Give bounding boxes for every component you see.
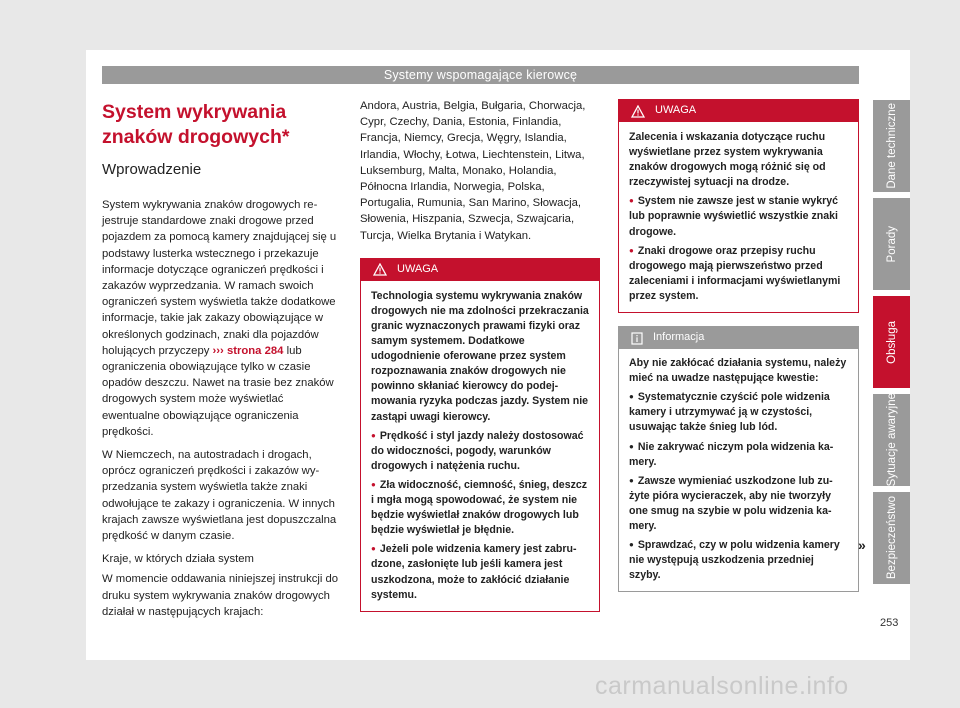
column-2 (360, 98, 600, 612)
countries-list: Andora, Austria, Belgia, Bułgaria, Chorwacja, Cypr, Czechy, Dania, Estonia, Finlandia, Francja, Niemcy, Grecja, Węgry, Islandia, Irlandia, Włochy, Łotwa, Liechtenstein, Litwa, Luksemburg, Malta, Monako, Holandia, Północna Irlandia, Norwegia, Polska, Portugalia, Rumunia, San Marino, Słowacja, Słowenia, Hiszpania, Szwecja, Szwajcaria, Turcja, Wielka Brytania i Watykan. (360, 100, 586, 242)
page-number: 253 (880, 617, 899, 629)
warning-bullet: ● Zła widoczność, ciemność, śnieg, deszcz i mgła mogą spowodować, że system nie będzie wyświetlał znaków drogowych lub będzie wyświetlał je błędnie. (371, 477, 589, 538)
tab-label: Sytuacje awaryjne (885, 393, 898, 487)
warning-bullet: ● System nie zawsze jest w stanie wykryć lub poprawnie wyświetlić wszystkie znaki drogowe. (629, 193, 848, 239)
info-intro: Aby nie zakłócać działania systemu, należy mieć na uwadze następujące kwestie: (629, 357, 847, 385)
warning-intro-2: Zalecenia i wskazania dotyczące ruchu wyświetlane przez system wykrywania znaków drogowych mogą różnić się od rzeczywistej sytuacji na drodze. (629, 131, 826, 189)
warning-triangle-icon (631, 105, 645, 118)
warning-bullet: ● Prędkość i styl jazdy należy dostosować do widoczności, pogody, warunków drogowych i natężenia ruchu. (371, 428, 589, 474)
info-header (619, 327, 858, 349)
tab-bezpieczenstwo[interactable] (873, 492, 910, 584)
column-1 (102, 100, 342, 627)
tab-label: Dane techniczne (885, 103, 898, 189)
info-bullet: ● Systematycznie czyścić pole widzenia kamery i utrzymywać ją w czystości, usuwając także śnieg lub lód. (629, 389, 848, 435)
intro-text-part1: System wykrywania znaków drogowych rejestruje standardowe znaki drogowe przed pojazdem za pomocą kamery znajdującej się u podstawy lusterka wstecznego i przekazuje informacje dotyczące ograniczeń prędkości i zakazów wyprzedzania. W ramach swoich ograniczeń system wyświetla także dodatkowe informacje, takie jak zakazy obowiązujące w określonych godzinach, znaki dla pojazdów holujących przyczepy (102, 199, 337, 357)
info-bullet: ● Nie zakrywać niczym pola widzenia kamery. (629, 439, 848, 470)
tab-sytuacje-awaryjne[interactable] (873, 394, 910, 486)
info-icon (631, 332, 643, 345)
tab-label: Obsługa (885, 320, 898, 364)
info-label: Informacja (653, 331, 705, 344)
intro-text-part2: lub ograniczenia obowiązujące tylko w czasie opadów deszczu. Nawet na trasie bez znaków drogowych system może wyświetlać ewentualne obowiązujące ograniczenia prędkości. (102, 344, 334, 438)
warning-bullet: ● Znaki drogowe oraz przepisy ruchu drogowego mają pierwszeństwo przed zaleceniami i informacjami wyświetlanymi przez system. (629, 243, 848, 304)
warning-bullet: ● Jeżeli pole widzenia kamery jest zabrudzone, zasłonięte lub jeśli kamera jest uszkodzona, może to zakłócić działanie systemu. (371, 541, 589, 602)
countries-heading: Kraje, w których działa system (102, 553, 254, 566)
section-subtitle: Wprowadzenie (102, 161, 202, 178)
watermark: carmanualsonline.info (595, 672, 849, 700)
intro-paragraph (102, 197, 342, 440)
warning-intro: Technologia systemu wykrywania znaków drogowych nie ma zdolności przekraczania granic wyznaczonych prawami fizyki oraz samym systemem. Dodatkowe udogodnienie oferowane przez system rozpoznawania znaków drogowych nie powinno skłaniać kierowcy do podejmowania ryzyka podczas jazdy. System nie zastąpi uwagi kierowcy. (371, 289, 589, 423)
tab-obsluga[interactable] (873, 296, 910, 388)
page-title: System wykrywania znaków drogowych* (102, 101, 290, 148)
tab-label: Porady (885, 225, 898, 263)
info-bullet: ● Zawsze wymieniać uszkodzone lub zużyte pióra wycieraczek, aby nie tworzyły one smug na szybie w polu widzenia kamery. (629, 473, 848, 534)
warning-box (360, 258, 600, 612)
warning-body-2 (619, 122, 858, 312)
info-body (619, 349, 858, 591)
countries-intro-paragraph: W momencie oddawania niniejszej instrukcji do druku system wykrywania znaków drogowych działał w następujących krajach: (102, 573, 339, 618)
warning-triangle-icon (373, 263, 387, 276)
germany-paragraph: W Niemczech, na autostradach i drogach, oprócz ograniczeń prędkości i zakazów wyprzedzania system wyświetla także znaki odwołujące te zakazy i ograniczenia. W innych krajach zawsze wyświetlana jest dopuszczalna prędkość w danym czasie. (102, 449, 337, 543)
warning-label-2: UWAGA (655, 104, 697, 117)
warning-body (361, 281, 599, 611)
section-header: Systemy wspomagające kierowcę (102, 66, 859, 84)
tab-dane-techniczne[interactable] (873, 100, 910, 192)
warning-label: UWAGA (397, 263, 439, 276)
warning-header (361, 259, 599, 281)
info-bullet: ● Sprawdzać, czy w polu widzenia kamery nie występują uszkodzenia przedniej szyby. (629, 537, 848, 583)
column-3 (618, 99, 859, 592)
warning-box-2 (618, 99, 859, 313)
continue-marker: » (858, 537, 866, 553)
tab-label: Bezpieczeństwo (885, 496, 898, 580)
info-box (618, 326, 859, 592)
warning-header-2 (619, 100, 858, 122)
tab-porady[interactable] (873, 198, 910, 290)
page-reference-link[interactable]: ››› strona 284 (212, 344, 284, 357)
